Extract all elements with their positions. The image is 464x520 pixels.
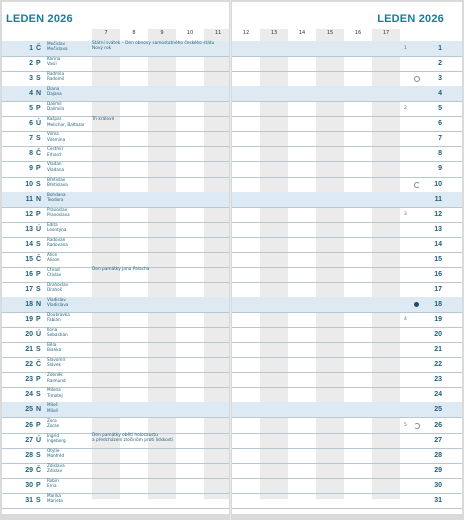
- name-day-line: Leontýna: [47, 226, 67, 232]
- name-day-names: [47, 41, 95, 51]
- name-day-names: [47, 297, 95, 307]
- day-row[interactable]: [2, 101, 229, 117]
- holiday-note-line: Den památky Jana Palacha: [92, 267, 150, 273]
- day-row-right[interactable]: [232, 161, 462, 177]
- day-row[interactable]: [2, 418, 229, 434]
- holiday-note-line: Den památky obětí holocaustu: [92, 432, 158, 438]
- day-row-right[interactable]: [232, 327, 462, 343]
- name-day-names: [47, 237, 95, 247]
- moon-phase-icon: [414, 423, 420, 429]
- day-row-right[interactable]: [232, 297, 462, 313]
- name-day-line: Bianka: [47, 347, 62, 353]
- name-day-names: [47, 387, 95, 397]
- day-row-right[interactable]: [232, 222, 462, 238]
- weekday-letter: N: [36, 90, 42, 98]
- name-day-names: [47, 327, 95, 337]
- day-row-right[interactable]: [232, 131, 462, 147]
- day-row[interactable]: [2, 56, 229, 72]
- day-row[interactable]: [2, 282, 229, 298]
- hour-label: 13: [270, 30, 278, 36]
- weekday-letter: S: [36, 496, 41, 504]
- day-number: 31: [25, 496, 33, 504]
- day-row[interactable]: [2, 433, 229, 449]
- name-day-line: Miloň: [47, 407, 59, 413]
- day-row-right[interactable]: [232, 387, 462, 403]
- weekday-letter: P: [36, 165, 41, 173]
- day-number-right: 14: [434, 240, 442, 248]
- day-number-right: 2: [438, 60, 442, 68]
- day-number-right: 30: [434, 481, 442, 489]
- day-row[interactable]: [2, 131, 229, 147]
- weekday-letter: S: [36, 180, 41, 188]
- day-number: 5: [29, 105, 33, 113]
- week-number: 1: [404, 46, 407, 51]
- day-row[interactable]: [2, 267, 229, 283]
- name-day-line: Doubravka: [47, 312, 70, 318]
- name-day-line: Karina: [47, 56, 61, 62]
- day-number-right: 21: [434, 346, 442, 354]
- name-day-line: Zdislav: [47, 467, 63, 473]
- holiday-note-line: Státní svátek – Den obnovy samostatného českého státu: [92, 41, 215, 47]
- weekday-letter: Ú: [36, 225, 42, 233]
- name-day-line: Radomil: [47, 76, 65, 82]
- name-day-line: Raimund: [47, 377, 66, 383]
- day-row[interactable]: [2, 116, 229, 132]
- hour-label: 14: [298, 30, 306, 36]
- name-day-line: Milena: [47, 387, 61, 393]
- name-day-line: Teodora: [47, 196, 64, 202]
- name-day-line: Kašpar: [47, 116, 62, 122]
- weekday-letter: P: [36, 105, 41, 113]
- moon-phase-icon: [414, 76, 420, 82]
- name-day-line: Drahoš: [47, 287, 62, 293]
- day-number: 20: [25, 331, 33, 339]
- day-row-right[interactable]: [232, 463, 462, 479]
- weekday-letter: P: [36, 421, 41, 429]
- day-number-right: 17: [434, 285, 442, 293]
- day-number: 10: [25, 180, 33, 188]
- day-row-right[interactable]: [232, 478, 462, 494]
- name-day-line: Alison: [47, 257, 60, 263]
- day-row-right[interactable]: [232, 252, 462, 268]
- day-number: 30: [25, 481, 33, 489]
- day-row[interactable]: [2, 41, 229, 57]
- name-day-names: [47, 402, 95, 412]
- moon-phase-icon: [414, 182, 420, 188]
- day-number: 21: [25, 346, 33, 354]
- day-number: 8: [29, 150, 33, 158]
- day-row[interactable]: [2, 252, 229, 268]
- day-row[interactable]: [2, 357, 229, 373]
- name-day-names: [47, 71, 95, 81]
- name-day-names: [47, 101, 95, 111]
- name-day-names: [47, 252, 95, 262]
- day-number-right: 10: [434, 180, 442, 188]
- name-day-names: [47, 357, 95, 367]
- name-day-names: [47, 282, 95, 292]
- weekday-letter: P: [36, 376, 41, 384]
- day-row[interactable]: [2, 207, 229, 223]
- name-day-line: Robin: [47, 477, 59, 483]
- name-day-line: Slávek: [47, 362, 61, 368]
- name-day-line: Erna: [47, 482, 57, 488]
- hour-label: 9: [160, 30, 164, 36]
- day-number: 3: [29, 75, 33, 83]
- day-row-right[interactable]: [232, 116, 462, 132]
- name-day-line: Erhard: [47, 151, 61, 157]
- weekday-letter: S: [36, 346, 41, 354]
- day-number-right: 15: [434, 255, 442, 263]
- weekday-letter: N: [36, 195, 42, 203]
- day-row-right[interactable]: [232, 207, 462, 223]
- day-number: 16: [25, 270, 33, 278]
- weekday-letter: Č: [36, 361, 42, 369]
- name-day-line: Melichar, Baltazar: [47, 121, 85, 127]
- name-day-line: Edita: [47, 221, 58, 227]
- name-day-names: [47, 56, 95, 66]
- day-number-right: 3: [438, 75, 442, 83]
- day-row[interactable]: [2, 327, 229, 343]
- day-number-right: 28: [434, 451, 442, 459]
- name-day-names: [47, 433, 95, 443]
- day-number: 4: [29, 90, 33, 98]
- day-row-right[interactable]: [232, 56, 462, 72]
- weekday-letter: Ú: [36, 436, 42, 444]
- weekday-letter: P: [36, 270, 41, 278]
- weekday-letter: Ú: [36, 120, 42, 128]
- day-number: 17: [25, 285, 33, 293]
- weekday-letter: S: [36, 75, 41, 83]
- hour-label: 16: [354, 30, 362, 36]
- name-day-names: [47, 131, 95, 141]
- name-day-line: Marieta: [47, 498, 63, 503]
- name-day-line: Radmila: [47, 71, 65, 77]
- name-day-line: Ingeborg: [47, 437, 66, 443]
- weekday-letter: Č: [36, 150, 42, 158]
- day-number: 14: [25, 240, 33, 248]
- day-number-right: 18: [434, 301, 442, 309]
- day-row-right[interactable]: [232, 448, 462, 464]
- day-number-right: 13: [434, 225, 442, 233]
- name-day-names: [47, 372, 95, 382]
- weekday-letter: S: [36, 451, 41, 459]
- name-day-line: Vladislava: [47, 302, 69, 308]
- name-day-names: [47, 493, 95, 503]
- right-page: [232, 2, 462, 514]
- day-number-right: 12: [434, 210, 442, 218]
- hour-label: 8: [132, 30, 136, 36]
- day-row-right[interactable]: [232, 86, 462, 102]
- day-row[interactable]: [2, 493, 229, 509]
- day-number: 19: [25, 316, 33, 324]
- holiday-note: [92, 41, 214, 51]
- day-number: 7: [29, 135, 33, 143]
- name-day-line: Mečislava: [47, 46, 68, 52]
- day-number-right: 27: [434, 436, 442, 444]
- holiday-note-line: Nový rok: [92, 46, 112, 52]
- weekday-letter: Č: [36, 45, 42, 52]
- name-day-names: [47, 116, 95, 126]
- name-day-line: Alice: [47, 251, 58, 257]
- name-day-line: Radovana: [47, 241, 68, 247]
- name-day-names: [47, 177, 95, 187]
- left-page: [2, 2, 229, 514]
- week-number: 3: [404, 211, 407, 217]
- name-day-line: Vasil: [47, 61, 57, 67]
- name-day-line: Ctirad: [47, 266, 60, 272]
- name-day-line: Ilona: [47, 327, 58, 333]
- name-day-line: Otýlie: [47, 447, 60, 453]
- hour-label: 11: [214, 30, 222, 36]
- name-day-line: Fabián: [47, 317, 61, 323]
- name-day-line: Mečislav: [47, 41, 66, 46]
- day-number: 27: [25, 436, 33, 444]
- day-number-right: 4: [438, 90, 442, 98]
- day-number: 23: [25, 376, 33, 384]
- day-number: 11: [25, 195, 33, 203]
- day-row[interactable]: [2, 222, 229, 238]
- day-row-right[interactable]: [232, 418, 462, 434]
- weekday-letter: P: [36, 316, 41, 324]
- weekday-letter: S: [36, 285, 41, 293]
- day-row[interactable]: [2, 177, 229, 193]
- day-row-right[interactable]: [232, 342, 462, 358]
- day-number-right: 19: [434, 316, 442, 324]
- day-number-right: 22: [434, 361, 442, 369]
- day-row[interactable]: [2, 237, 229, 253]
- weekday-letter: Č: [36, 466, 42, 474]
- day-row[interactable]: [2, 146, 229, 162]
- day-row[interactable]: [2, 463, 229, 479]
- name-day-names: [47, 146, 95, 156]
- day-row-right[interactable]: [232, 493, 462, 509]
- name-day-line: Pravoslava: [47, 211, 70, 217]
- name-day-names: [47, 192, 95, 202]
- name-day-line: Vilemína: [47, 136, 66, 142]
- day-number: 24: [25, 391, 33, 399]
- day-row-right[interactable]: [232, 402, 462, 418]
- day-number-right: 26: [434, 421, 442, 429]
- name-day-line: Pravoslav: [47, 206, 68, 212]
- day-row[interactable]: [2, 192, 229, 208]
- day-row[interactable]: [2, 342, 229, 358]
- day-number-right: 1: [438, 45, 442, 52]
- name-day-line: Marika: [47, 492, 61, 498]
- holiday-note-line: Tři králové: [92, 116, 115, 122]
- name-day-line: Ingrid: [47, 432, 60, 438]
- name-day-line: Timotej: [47, 392, 63, 398]
- day-row-right[interactable]: [232, 177, 462, 193]
- day-row-right[interactable]: [232, 312, 462, 328]
- weekday-letter: Č: [36, 255, 42, 263]
- day-row[interactable]: [2, 402, 229, 418]
- day-row-right[interactable]: [232, 101, 462, 117]
- name-day-names: [47, 342, 95, 352]
- day-number: 26: [25, 421, 33, 429]
- name-day-names: [47, 161, 95, 171]
- name-day-line: Zdeněk: [47, 372, 63, 378]
- holiday-note: [92, 267, 149, 272]
- day-number-right: 6: [438, 120, 442, 128]
- hour-label: 7: [104, 30, 108, 36]
- day-number: 15: [25, 255, 33, 263]
- hour-label: 15: [326, 30, 334, 36]
- day-number: 25: [25, 406, 33, 414]
- day-number: 29: [25, 466, 33, 474]
- name-day-names: [47, 267, 95, 277]
- name-day-names: [47, 478, 95, 488]
- day-number-right: 9: [438, 165, 442, 173]
- day-number-right: 25: [434, 406, 442, 414]
- hour-label: 12: [242, 30, 250, 36]
- day-row-right[interactable]: [232, 357, 462, 373]
- name-day-line: Zdislava: [47, 462, 65, 468]
- day-row-right[interactable]: [232, 71, 462, 87]
- name-day-line: Dalimila: [47, 106, 65, 112]
- name-day-names: [47, 418, 95, 428]
- week-number: 2: [404, 106, 407, 112]
- name-day-names: [47, 207, 95, 217]
- name-day-line: Diana: [47, 86, 60, 92]
- day-row[interactable]: [2, 448, 229, 464]
- week-number: 4: [404, 317, 407, 323]
- day-number-right: 8: [438, 150, 442, 158]
- name-day-line: Miloš: [47, 402, 58, 408]
- day-number-right: 24: [434, 391, 442, 399]
- week-number: 5: [404, 422, 407, 428]
- name-day-line: Slavomír: [47, 357, 66, 363]
- day-number-right: 29: [434, 466, 442, 474]
- day-row[interactable]: [2, 372, 229, 388]
- name-day-line: Vilma: [47, 131, 59, 137]
- weekday-letter: P: [36, 481, 41, 489]
- hour-label: 17: [382, 30, 390, 36]
- day-row-right[interactable]: [232, 433, 462, 449]
- name-day-line: Manfréd: [47, 452, 65, 458]
- name-day-line: Běla: [47, 342, 57, 348]
- day-row-right[interactable]: [232, 372, 462, 388]
- holiday-note: [92, 433, 173, 443]
- weekday-letter: P: [36, 210, 41, 218]
- name-day-line: Radovan: [47, 236, 66, 242]
- name-day-line: Zora: [47, 417, 57, 423]
- holiday-note: [92, 117, 114, 122]
- name-day-line: Ctislav: [47, 272, 62, 278]
- name-day-line: Vladan: [47, 161, 62, 167]
- weekday-letter: Ú: [36, 331, 42, 339]
- day-row[interactable]: [2, 86, 229, 102]
- day-number: 13: [25, 225, 33, 233]
- name-day-line: Sebastián: [47, 332, 68, 338]
- day-number-right: 23: [434, 376, 442, 384]
- day-row-right[interactable]: [232, 267, 462, 283]
- day-number-right: 20: [434, 331, 442, 339]
- name-day-line: Břetislav: [47, 176, 66, 182]
- name-day-line: Vladana: [47, 166, 65, 172]
- day-number-right: 5: [438, 105, 442, 113]
- day-number: 22: [25, 361, 33, 369]
- day-row[interactable]: [2, 71, 229, 87]
- day-row[interactable]: [2, 312, 229, 328]
- day-row-right[interactable]: [232, 237, 462, 253]
- name-day-names: [47, 222, 95, 232]
- weekday-letter: P: [36, 60, 41, 68]
- day-number: 2: [29, 60, 33, 68]
- hour-label: 10: [186, 30, 194, 36]
- day-row-right[interactable]: [232, 192, 462, 208]
- name-day-line: Čestmír: [47, 146, 64, 152]
- name-day-names: [47, 312, 95, 322]
- name-day-line: Drahoslav: [47, 281, 69, 287]
- day-number-right: 31: [434, 496, 442, 504]
- day-number: 28: [25, 451, 33, 459]
- name-day-names: [47, 463, 95, 473]
- day-number-right: 16: [434, 270, 442, 278]
- moon-phase-icon: [414, 302, 419, 307]
- day-row[interactable]: [2, 161, 229, 177]
- weekday-letter: S: [36, 135, 41, 143]
- day-number-right: 7: [438, 135, 442, 143]
- day-number: 1: [29, 45, 33, 52]
- name-day-line: Břetislava: [47, 181, 68, 187]
- name-day-line: Vladislav: [47, 297, 66, 303]
- weekday-letter: N: [36, 301, 42, 309]
- day-number: 12: [25, 210, 33, 218]
- name-day-line: Zoran: [47, 422, 60, 428]
- day-number: 9: [29, 165, 33, 173]
- weekday-letter: N: [36, 406, 42, 414]
- weekday-letter: S: [36, 240, 41, 248]
- day-row-right[interactable]: [232, 146, 462, 162]
- day-number: 18: [25, 301, 33, 309]
- weekday-letter: S: [36, 391, 41, 399]
- name-day-names: [47, 448, 95, 458]
- right-month-title: LEDEN 2026: [377, 13, 444, 25]
- day-number: 6: [29, 120, 33, 128]
- day-row[interactable]: [2, 478, 229, 494]
- day-row-right[interactable]: [232, 41, 462, 57]
- left-month-title: LEDEN 2026: [6, 13, 73, 25]
- day-row[interactable]: [2, 387, 229, 403]
- day-number-right: 11: [434, 195, 442, 203]
- name-day-line: Dajana: [47, 91, 62, 97]
- name-day-line: Dalimil: [47, 101, 62, 107]
- day-row-right[interactable]: [232, 282, 462, 298]
- day-row[interactable]: [2, 297, 229, 313]
- name-day-names: [47, 86, 95, 96]
- holiday-note-line: a předcházení zločinům proti lidskosti: [92, 437, 174, 443]
- name-day-line: Bohdana: [47, 191, 66, 197]
